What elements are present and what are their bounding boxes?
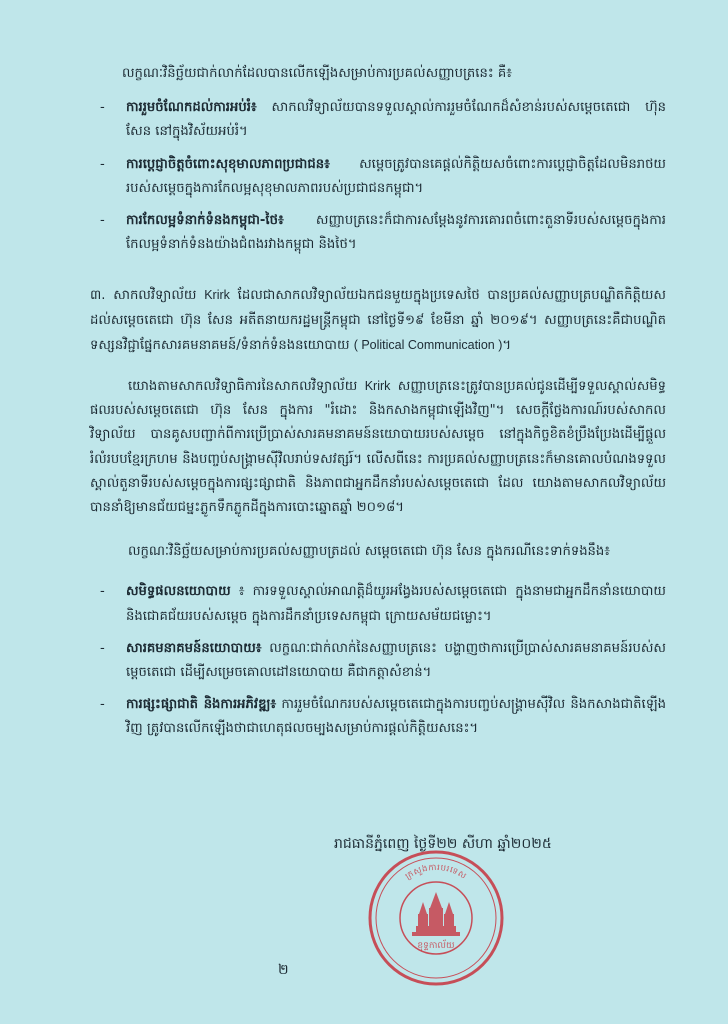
criterion-text: ការរួមចំណែករបស់សម្តេចតេជោក្នុងការបញ្ចប់សង្គ្រាមស៊ីវិល និងកសាងជាតិឡើងវិញ ត្រូវបានលើកឡើងថាជាហេតុផលចម្បងសម្រាប់ការផ្តល់កិត្តិយសនេះ។ xyxy=(126,697,667,737)
paragraph-3-lead: ៣. សាកលវិទ្យាល័យ xyxy=(90,288,205,304)
date-line: រាជធានីភ្នំពេញ ថ្ងៃទី២២ សីហា ឆ្នាំ២០២៥ xyxy=(334,836,552,852)
bullet-dash: - xyxy=(100,213,105,229)
criterion-text: លក្ខណៈជាក់លាក់នៃសញ្ញាបត្រនេះ បង្ហាញថាការប្រើប្រាស់សារគមនាគមន៍របស់សម្តេចតេជោ ដើម្បីសម្រេចគោលដៅនយោបាយ គឺជាកត្តាសំខាន់។ xyxy=(126,640,666,681)
criterion-term: ការរួមចំណែកដល់ការអប់រំ៖ xyxy=(126,100,257,116)
paragraph-3 xyxy=(90,283,666,358)
criterion-text: សម្តេចត្រូវបានគេផ្តល់កិត្តិយសចំពោះការប្តេជ្ញាចិត្តដែលមិនរាថយរបស់សម្តេចក្នុងការកែលម្អសុខុមាលភាពរបស់ប្រជាជនកម្ពុជា។ xyxy=(126,156,666,196)
criteria-intro-2: លក្ខណៈវិនិច្ឆ័យសម្រាប់ការប្រគល់សញ្ញាបត្រដល់ សម្តេចតេជោ ហ៊ុន សែន ក្នុងករណីនេះទាក់ទងនឹង៖ xyxy=(128,544,611,560)
criterion-text: ៖ ការទទួលស្គាល់អាណត្តិដ៏យូរអង្វែងរបស់សម្តេចតេជោ ក្នុងនាមជាអ្នកដឹកនាំនយោបាយ និងជោគជ័យរបស់សម្តេច ក្នុងការដឹកនាំប្រទេសកម្ពុជា ក្រោយសម័យជម្លោះ។ xyxy=(126,584,666,624)
svg-text:ក្រសួងការបរទេស xyxy=(404,863,469,882)
criteria-intro-1: លក្ខណៈវិនិច្ឆ័យជាក់លាក់ដែលបានលើកឡើងសម្រាប់ការប្រគល់សញ្ញាបត្រនេះ គឺ៖ xyxy=(122,66,512,81)
seal-text-top: ក្រសួងការបរទេស xyxy=(403,862,469,882)
english-term: ( Political Communication ) xyxy=(353,337,503,352)
bullet-dash: - xyxy=(100,584,105,600)
page-number: ២ xyxy=(278,962,289,978)
criteria-list-1 xyxy=(90,96,666,257)
criterion-text: សាកលវិទ្យាល័យបានទទួលស្គាល់ការរួមចំណែកដ៏សំខាន់របស់សម្តេចតេជោ ហ៊ុន សែន នៅក្នុងវិស័យអប់រំ។ xyxy=(126,100,666,140)
list-item xyxy=(90,153,666,201)
university-name: Krirk xyxy=(364,379,391,394)
criterion-term: សមិទ្ធផលនយោបាយ xyxy=(126,584,231,600)
list-item xyxy=(90,693,666,741)
criteria-list-2 xyxy=(90,580,666,741)
list-item xyxy=(90,209,666,257)
bullet-dash: - xyxy=(100,156,105,172)
seal-text-bottom: ខុទ្ទកាល័យ xyxy=(417,941,455,951)
criterion-term: ការកែលម្អទំនាក់ទំនងកម្ពុជា-ថៃ៖ xyxy=(126,213,284,229)
university-name: Krirk xyxy=(204,288,230,303)
list-item xyxy=(90,96,666,144)
criterion-term: ការប្តេជ្ញាចិត្តចំពោះសុខុមាលភាពប្រជាជន៖ xyxy=(126,156,330,172)
paragraph-4 xyxy=(90,374,666,520)
paragraph-3-end: ។ xyxy=(502,337,512,353)
paragraph-4-lead: យោងតាមសាកលវិទ្យាធិការនៃសាកលវិទ្យាល័យ xyxy=(128,379,365,395)
official-seal-icon xyxy=(366,848,506,988)
bullet-dash: - xyxy=(100,100,105,116)
paragraph-3-body: ដែលជាសាកលវិទ្យាល័យឯកជនមួយក្នុងប្រទេសថៃ បានប្រគល់សញ្ញាបត្របណ្ឌិតកិត្តិយសដល់សម្តេចតេជោ ហ៊ុន សែន អតីតនាយករដ្ឋមន្ត្រីកម្ពុជា នៅថ្ងៃទី១៩ ខែមីនា ឆ្នាំ ២០១៩។ សញ្ញាបត្រនេះគឺជាបណ្ឌិតទស្សនវិជ្ជាផ្នែកសារគមនាគមន៍/ទំនាក់ទំនងនយោបាយ xyxy=(90,288,666,353)
criterion-term: សារគមនាគមន៍នយោបាយ៖ xyxy=(126,640,262,656)
criterion-text: សញ្ញាបត្រនេះក៏ជាការសម្តែងនូវការគោរពចំពោះតួនាទីរបស់សម្តេចក្នុងការកែលម្អទំនាក់ទំនងយ៉ាងជំពងរវាងកម្ពុជា និងថៃ។ xyxy=(126,213,666,253)
bullet-dash: - xyxy=(100,697,105,713)
list-item xyxy=(90,580,666,628)
bullet-dash: - xyxy=(100,640,105,656)
criterion-term: ការផ្សះផ្សាជាតិ និងការអភិវឌ្ឍ៖ xyxy=(126,697,277,713)
paragraph-4-body: សញ្ញាបត្រនេះត្រូវបានប្រគល់ជូនដើម្បីទទួលស្គាល់សមិទ្ធផលរបស់សម្តេចតេជោ ហ៊ុន សែន ក្នុងការ "រំដោះ និងកសាងកម្ពុជាឡើងវិញ"។ សេចក្តីថ្លែងការណ៍របស់សាកលវិទ្យាល័យ បានគូសបញ្ជាក់ពីការប្រើប្រាស់សារគមនាគមន៍នយោបាយរបស់សម្តេច នៅក្នុងកិច្ចខិតខំប្រឹងប្រែងដើម្បីផ្តួលរំលំរបបខ្មែរក្រហម និងបញ្ចប់សង្គ្រាមស៊ីវិលរាប់ទសវត្សរ៍។ លើសពីនេះ ការប្រគល់សញ្ញាបត្រនេះក៏មានគោលបំណងទទួលស្គាល់តួនាទីរបស់សម្តេចក្នុងការផ្សះផ្សាជាតិ និងភាពជាអ្នកដឹកនាំរបស់សម្តេចតេជោ ដែល យោងតាមសាកលវិទ្យាល័យ បាននាំឱ្យមានជ័យជម្នះភ្លូកទឹកភ្លូកដីក្នុងការបោះឆ្នោតឆ្នាំ ២០១៨។ xyxy=(90,379,666,516)
list-item xyxy=(90,637,666,685)
